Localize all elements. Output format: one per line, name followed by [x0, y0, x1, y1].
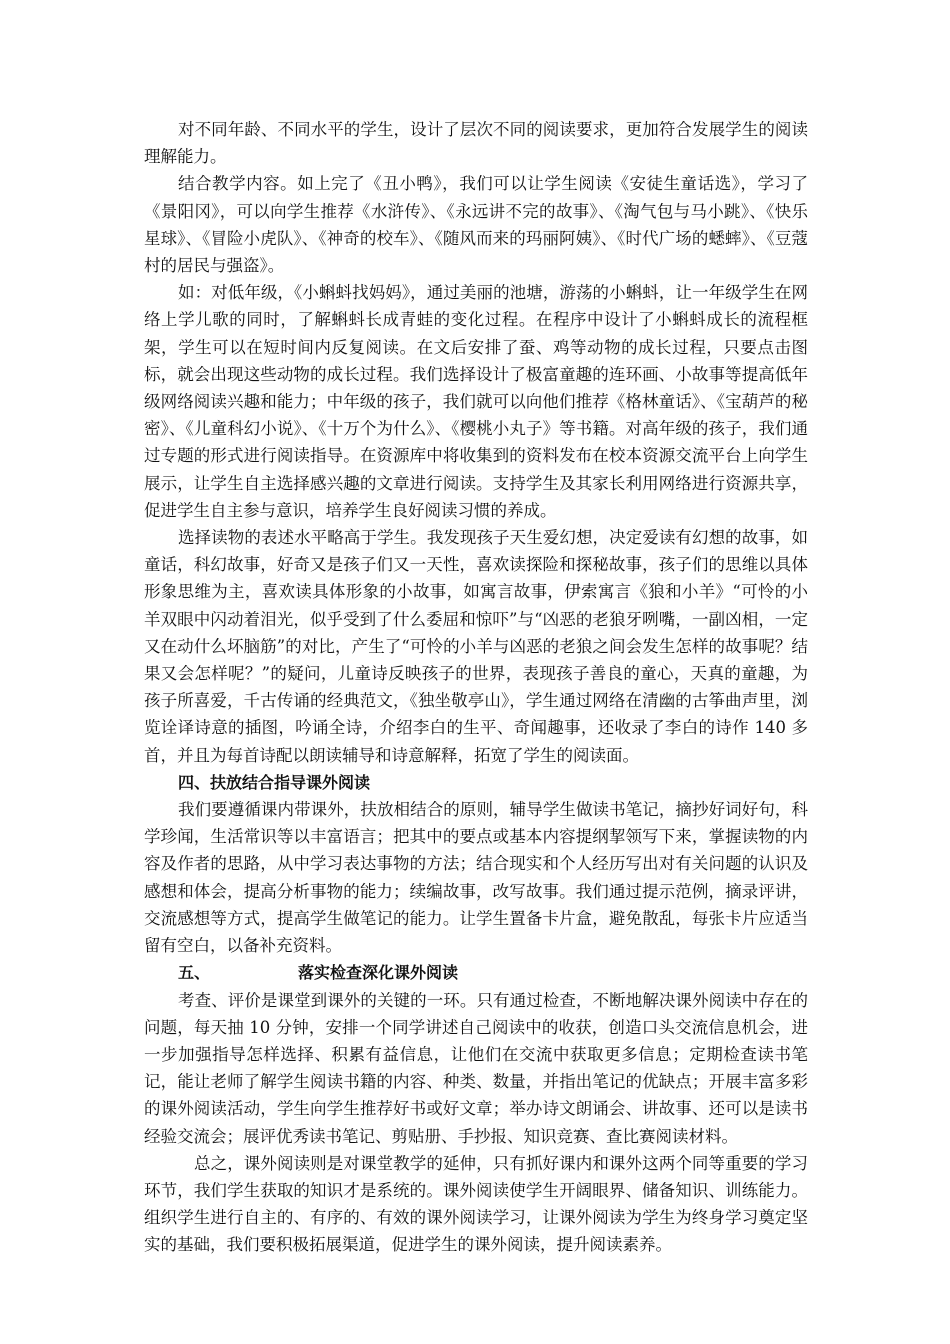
paragraph-reading-notes: 我们要遵循课内带课外，扶放相结合的原则，辅导学生做读书笔记，摘抄好词好句，科学珍闻，生活常识等以丰富语言；把其中的要点或基本内容提纲挈领写下来，掌握读物的内容及作者的思路，从中学习表达事物的方法；结合现实和个人经历写出对有关问题的认识及感想和体会，提高分析事物的能力；续编故事，改写故事。我们通过提示范例，摘录评讲，交流感想等方式，提高学生做笔记的能力。让学生置备卡片盒，避免散乱，每张卡片应适当留有空白，以备补充资料。 [144, 800, 808, 956]
paragraph-reading-levels: 对不同年龄、不同水平的学生，设计了层次不同的阅读要求，更加符合发展学生的阅读理解能力。 [144, 120, 808, 167]
paragraph-grade-examples: 如：对低年级，《小蝌蚪找妈妈》，通过美丽的池塘，游荡的小蝌蚪，让一年级学生在网络上学儿歌的同时，了解蝌蚪长成青蛙的变化过程。在程序中设计了小蝌蚪成长的流程框架，学生可以在短时间内反复阅读。在文后安排了蚕、鸡等动物的成长过程，只要点击图标，就会出现这些动物的成长过程。我们选择设计了极富童趣的连环画、小故事等提高低年级网络阅读兴趣和能力；中年级的孩子，我们就可以向他们推荐《格林童话》、《宝葫芦的秘密》、《儿童科幻小说》、《十万个为什么》、《樱桃小丸子》等书籍。对高年级的孩子，我们通过专题的形式进行阅读指导。在资源库中将收集到的资料发布在校本资源交流平台上向学生展示，让学生自主选择感兴趣的文章进行阅读。支持学生及其家长利用网络进行资源共享，促进学生自主参与意识，培养学生良好阅读习惯的养成。 [144, 283, 808, 520]
section-heading-5-title: 落实检查深化课外阅读 [298, 963, 459, 983]
document-body [144, 116, 808, 1259]
section-heading-5 [144, 959, 808, 986]
paragraph-checking: 考查、评价是课堂到课外的关键的一环。只有通过检查，不断地解决课外阅读中存在的问题，每天抽 10 分钟，安排一个同学讲述自己阅读中的收获，创造口头交流信息机会，进一步加强指导怎样选择、积累有益信息，让他们在交流中获取更多信息；定期检查读书笔记，能让老师了解学生阅读书籍的内容、种类、数量，并指出笔记的优缺点；开展丰富多彩的课外阅读活动，学生向学生推荐好书或好文章；举办诗文朗诵会、讲故事、还可以是读书经验交流会；展评优秀读书笔记、剪贴册、手抄报、知识竞赛、查比赛阅读材料。 [144, 990, 808, 1146]
paragraph-teaching-content: 结合教学内容。如上完了《丑小鸭》，我们可以让学生阅读《安徒生童话选》，学习了《景阳冈》，可以向学生推荐《水浒传》、《永远讲不完的故事》、《淘气包与马小跳》、《快乐星球》、《冒险小虎队》、《神奇的校车》、《随风而来的玛丽阿姨》、《时代广场的蟋蟀》、《豆蔻村的居民与强盗》。 [144, 174, 808, 276]
paragraph-conclusion: 总之，课外阅读则是对课堂教学的延伸，只有抓好课内和课外这两个同等重要的学习环节，我们学生获取的知识才是系统的。课外阅读使学生开阔眼界、储备知识、训练能力。组织学生进行自主的、有序的、有效的课外阅读学习，让课外阅读为学生为终身学习奠定坚实的基础，我们要积极拓展渠道，促进学生的课外阅读，提升阅读素养。 [144, 1153, 808, 1255]
section-heading-5-number: 五、 [178, 963, 211, 983]
section-heading-4: 四、扶放结合指导课外阅读 [178, 772, 371, 792]
paragraph-reading-level-choice: 选择读物的表述水平略高于学生。我发现孩子天生爱幻想，决定爱读有幻想的故事，如童话，科幻故事，好奇又是孩子们又一天性，喜欢读探险和探秘故事，孩子们的思维以具体形象思维为主，喜欢读具体形象的小故事，如寓言故事，伊索寓言《狼和小羊》“可怜的小羊双眼中闪动着泪光，似乎受到了什么委屈和惊吓”与“凶恶的老狼牙咧嘴，一副凶相，一定又在动什么坏脑筋”的对比，产生了“可怜的小羊与凶恶的老狼之间会发生怎样的故事呢？结果又会怎样呢？”的疑问，儿童诗反映孩子的世界，表现孩子善良的童心，天真的童趣，为孩子所喜爱，千古传诵的经典范文，《独坐敬亭山》，学生通过网络在清幽的古筝曲声里，浏览诠译诗意的插图，吟诵全诗，介绍李白的生平、奇闻趣事，还收录了李白的诗作 140 多首，并且为每首诗配以朗读辅导和诗意解释，拓宽了学生的阅读面。 [144, 528, 808, 765]
